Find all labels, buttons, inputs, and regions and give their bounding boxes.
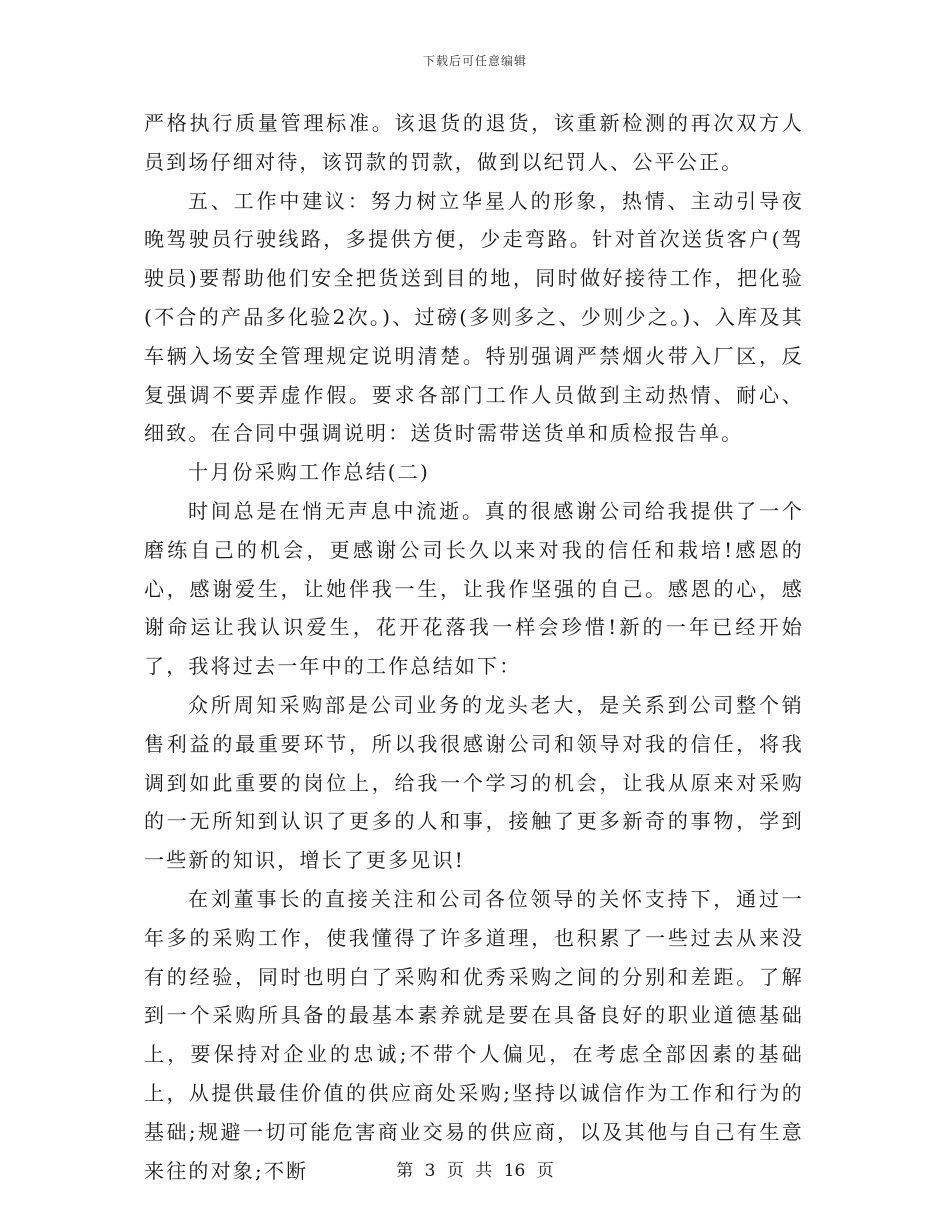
- paragraph-experience: 在刘董事长的直接关注和公司各位领导的关怀支持下，通过一年多的采购工作，使我懂得了许多道理，也积累了一些过去从来没有的经验，同时也明白了采购和优秀采购之间的分别和差距。了解到一个采购所具备的最基本素养就是要在具备良好的职业道德基础上，要保持对企业的忠诚;不带个人偏见，在考虑全部因素的基础上，从提供最佳价值的供应商处采购;坚持以诚信作为工作和行为的基础;规避一切可能危害商业交易的供应商，以及其他与自己有生意来往的对象;不断: [144, 886, 804, 1183]
- paragraph-suggestions: 五、工作中建议：努力树立华星人的形象，热情、主动引导夜晚驾驶员行驶线路，多提供方便，少走弯路。针对首次送货客户(驾驶员)要帮助他们安全把货送到目的地，同时做好接待工作，把化验(不合的产品多化验2次。)、过磅(多则多之、少则少之。)、入库及其车辆入场安全管理规定说明清楚。特别强调严禁烟火带入厂区，反复强调不要弄虚作假。要求各部门工作人员做到主动热情、耐心、细致。在合同中强调说明：送货时需带送货单和质检报告单。: [144, 188, 804, 446]
- page-header: 下载后可任意编辑: [422, 54, 527, 68]
- paragraph-continuation: 严格执行质量管理标准。该退货的退货，该重新检测的再次双方人员到场仔细对待，该罚款的罚款，做到以纪罚人、公平公正。: [144, 111, 804, 174]
- section-heading: 十月份采购工作总结(二): [188, 460, 431, 485]
- document-body: [144, 104, 804, 1190]
- paragraph-purchasing-role: 众所周知采购部是公司业务的龙头老大，是关系到公司整个销售利益的最重要环节，所以我很感谢公司和领导对我的信任，将我调到如此重要的岗位上，给我一个学习的机会，让我从原来对采购的一无所知到认识了更多的人和事，接触了更多新奇的事物，学到一些新的知识，增长了更多见识!: [144, 692, 804, 873]
- paragraph-intro: 时间总是在悄无声息中流逝。真的很感谢公司给我提供了一个磨练自己的机会，更感谢公司长久以来对我的信任和栽培!感恩的心，感谢爱生，让她伴我一生，让我作坚强的自己。感恩的心，感谢命运让我认识爱生，花开花落我一样会珍惜!新的一年已经开始了，我将过去一年中的工作总结如下：: [144, 498, 804, 679]
- page-footer: 第 3 页 共 16 页: [396, 1161, 554, 1181]
